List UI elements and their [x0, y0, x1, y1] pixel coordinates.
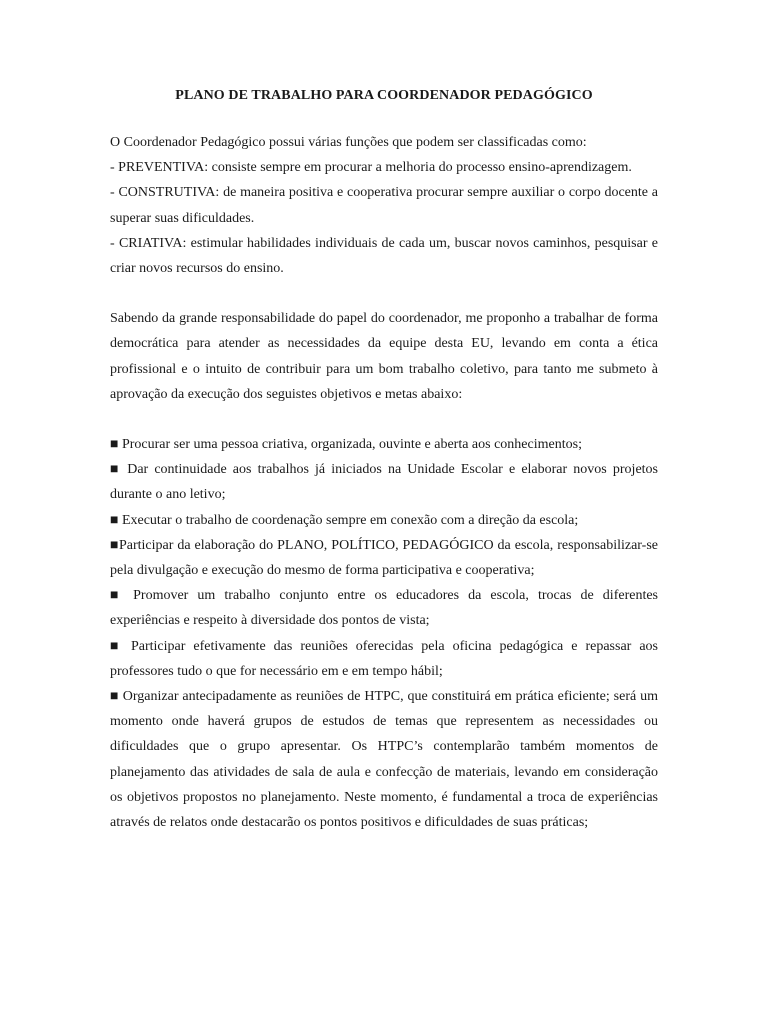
paragraph-spacer: [110, 407, 658, 432]
paragraph-spacer: [110, 281, 658, 306]
intro-item-construtiva: - CONSTRUTIVA: de maneira positiva e cooperativa procurar sempre auxiliar o corpo docente a superar suas dificuldades.: [110, 185, 658, 226]
intro-item-preventiva: - PREVENTIVA: consiste sempre em procurar a melhoria do processo ensino-aprendizagem.: [110, 160, 632, 176]
objective-item: ■ Organizar antecipadamente as reuniões de HTPC, que constituirá em prática eficiente; será um momento onde haverá grupos de estudos de temas que representem as necessidades ou dificuldades que o grupo apresentar. Os HTPC’s contemplarão também momentos de planejamento das atividades de sala de aula e confecção de materiais, levando em consideração os objetivos propostos no planejamento. Neste momento, é fundamental a troca de experiências através de relatos onde destacarão os pontos positivos e dificuldades de suas práticas;: [110, 689, 658, 831]
commitment-paragraph: Sabendo da grande responsabilidade do papel do coordenador, me proponho a trabalhar de forma democrática para atender as necessidades da equipe desta EU, levando em conta a ética profissional e o intuito de contribuir para um bom trabalho coletivo, para tanto me submeto à aprovação da execução dos seguistes objetivos e metas abaixo:: [110, 311, 658, 402]
document-body: [110, 80, 658, 835]
document-title: PLANO DE TRABALHO PARA COORDENADOR PEDAGÓGICO: [175, 88, 593, 103]
objective-item: ■ Procurar ser uma pessoa criativa, organizada, ouvinte e aberta aos conhecimentos;: [110, 437, 582, 453]
objective-item: ■ Participar efetivamente das reuniões oferecidas pela oficina pedagógica e repassar aos professores tudo o que for necessário em e em tempo hábil;: [110, 638, 658, 679]
objective-item: ■Participar da elaboração do PLANO, POLÍTICO, PEDAGÓGICO da escola, responsabilizar-se pela divulgação e execução do mesmo de forma participativa e cooperativa;: [110, 537, 658, 579]
intro-item-criativa: - CRIATIVA: estimular habilidades individuais de cada um, buscar novos caminhos, pesquisar e criar novos recursos do ensino.: [110, 235, 658, 277]
intro-lead: O Coordenador Pedagógico possui várias funções que podem ser classificadas como:: [110, 135, 587, 150]
objective-item: ■ Dar continuidade aos trabalhos já iniciados na Unidade Escolar e elaborar novos projetos durante o ano letivo;: [110, 462, 658, 503]
objective-item: ■ Executar o trabalho de coordenação sempre em conexão com a direção da escola;: [110, 512, 579, 528]
objective-item: ■ Promover um trabalho conjunto entre os educadores da escola, trocas de diferentes experiências e respeito à diversidade dos pontos de vista;: [110, 588, 658, 629]
